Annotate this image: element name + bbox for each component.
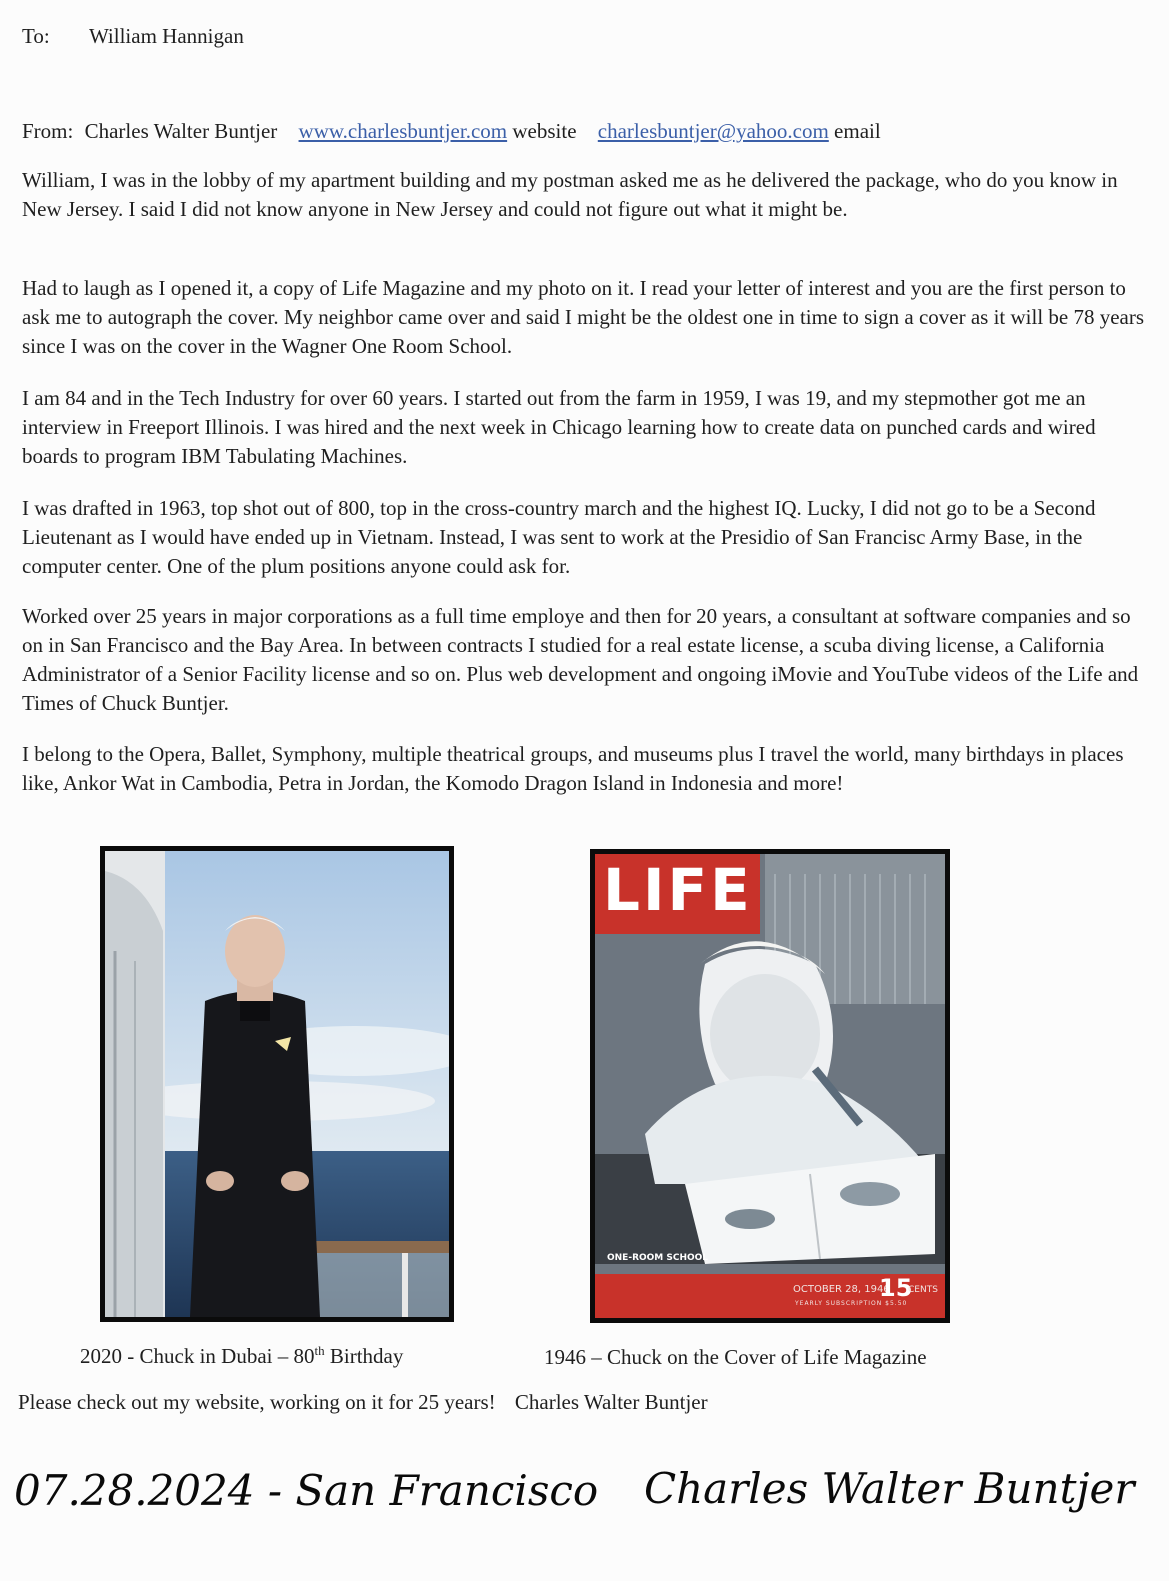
dubai-caption-tail: Birthday bbox=[324, 1344, 404, 1368]
life-masthead: LIFE bbox=[603, 856, 753, 924]
email-word: email bbox=[834, 119, 881, 143]
to-label: To: bbox=[22, 24, 50, 48]
from-name: Charles Walter Buntjer bbox=[84, 119, 278, 143]
life-section-label: ONE-ROOM SCHOOL bbox=[607, 1253, 709, 1263]
dubai-photo bbox=[100, 846, 454, 1322]
email-link[interactable]: charlesbuntjer@yahoo.com bbox=[597, 119, 829, 143]
to-line bbox=[22, 24, 244, 49]
life-price-unit: CENTS bbox=[908, 1285, 938, 1295]
paragraph-travel: I belong to the Opera, Ballet, Symphony, multiple theatrical groups, and museums plus I travel the world, many birthdays in places like, Ankor Wat in Cambodia, Petra in Jordan, the Komodo Dragon Island in Indonesia and more! bbox=[22, 742, 1124, 795]
website-word: website bbox=[512, 119, 577, 143]
paragraph-career: Worked over 25 years in major corporations as a full time employe and then for 20 years, a consultant at software companies and so on in San Francisco and the Bay Area. In between contracts I studied for a real estate license, a scuba diving license, a California Administrator of a Senior Facility license and so on. Plus web development and ongoing iMovie and YouTube videos of the Life and Times of Chuck Buntjer. bbox=[22, 604, 1139, 715]
dubai-caption-ordinal: th bbox=[314, 1343, 325, 1358]
closing-name: Charles Walter Buntjer bbox=[514, 1390, 708, 1414]
dubai-caption bbox=[80, 1343, 403, 1369]
handwritten-signature: Charles Walter Buntjer bbox=[644, 1464, 1135, 1513]
website-link[interactable]: www.charlesbuntjer.com bbox=[298, 119, 508, 143]
dubai-photo-illustration bbox=[105, 851, 449, 1317]
dubai-caption-text: 2020 - Chuck in Dubai – 80 bbox=[80, 1344, 315, 1368]
from-label: From: bbox=[22, 119, 74, 143]
life-caption: 1946 – Chuck on the Cover of Life Magazine bbox=[544, 1345, 927, 1369]
paragraph-drafted: I was drafted in 1963, top shot out of 800, top in the cross-country march and the highest IQ. Lucky, I did not go to be a Second Lieutenant as I would have ended up in Vietnam. Instead, I was sent to work at the Presidio of San Francisc Army Base, in the computer center. One of the plum positions anyone could ask for. bbox=[22, 496, 1096, 578]
life-price-number: 15 bbox=[879, 1274, 913, 1302]
life-subscription: YEARLY SUBSCRIPTION $5.50 bbox=[795, 1300, 908, 1307]
paragraph-tech-industry: I am 84 and in the Tech Industry for over 60 years. I started out from the farm in 1959, I was 19, and my stepmother got me an interview in Freeport Illinois. I was hired and the next week in Chicago learning how to create data on punched cards and wired boards to program IBM Tabulating Machines. bbox=[22, 386, 1096, 468]
life-issue-date: OCTOBER 28, 1946 bbox=[793, 1284, 890, 1295]
closing-line bbox=[18, 1390, 708, 1415]
date-place: 07.28.2024 - San Francisco bbox=[14, 1466, 599, 1515]
from-line bbox=[22, 119, 881, 144]
paragraph-life-magazine: Had to laugh as I opened it, a copy of Life Magazine and my photo on it. I read your letter of interest and you are the first person to ask me to autograph the cover. My neighbor came over and said I might be the oldest one in time to sign a cover as it will be 78 years since I was on the cover in the Wagner One Room School. bbox=[22, 276, 1145, 358]
life-magazine-cover bbox=[590, 849, 950, 1323]
to-name: William Hannigan bbox=[88, 24, 244, 48]
paragraph-postman: William, I was in the lobby of my apartment building and my postman asked me as he delivered the package, who do you know in New Jersey. I said I did not know anyone in New Jersey and could not figure out what it might be. bbox=[22, 168, 1118, 221]
closing-text: Please check out my website, working on it for 25 years! bbox=[18, 1390, 496, 1414]
